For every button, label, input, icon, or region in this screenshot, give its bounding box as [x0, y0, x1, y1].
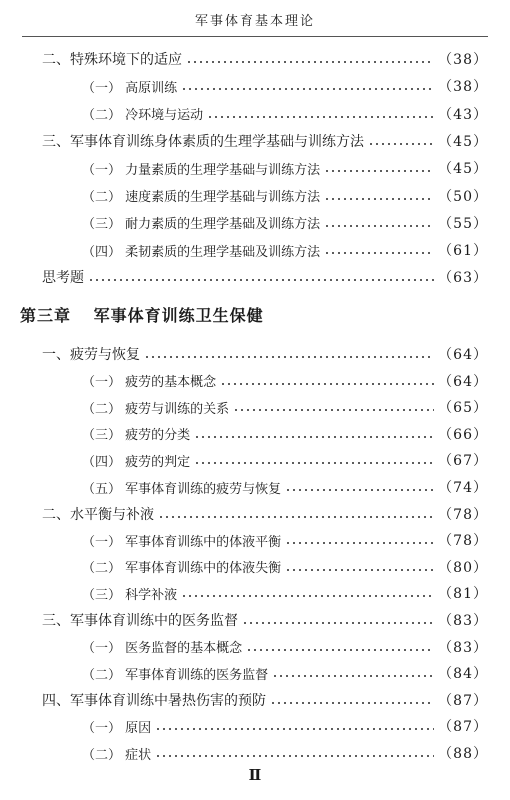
toc-entry [0, 743, 510, 763]
toc-entry [0, 104, 510, 124]
toc-entry [0, 477, 510, 497]
toc-entry [0, 610, 510, 630]
toc-entry-label: （五） 军事体育训练的疲劳与恢复 [82, 481, 282, 497]
toc-entry-label: 四、军事体育训练中暑热伤害的预防 [42, 692, 266, 709]
leader-dots [155, 755, 434, 757]
leader-dots [285, 489, 434, 491]
toc-entry [0, 583, 510, 603]
toc-entry-page: （88） [438, 746, 488, 762]
toc-entry [0, 530, 510, 550]
leader-dots [242, 622, 434, 624]
toc-entry-label: （三） 耐力素质的生理学基础及训练方法 [82, 217, 321, 233]
toc-entry [0, 397, 510, 417]
toc-entry-page: （81） [438, 586, 488, 603]
header-rule [22, 36, 488, 37]
toc-entry [0, 504, 510, 524]
toc-entry [0, 49, 510, 69]
toc-entry [0, 186, 510, 206]
toc-entry-page: （67） [438, 453, 488, 470]
page-number: Ⅱ [248, 766, 262, 784]
toc-entry [0, 267, 510, 287]
toc-entry-page: （84） [438, 666, 488, 683]
leader-dots [285, 569, 434, 571]
toc-entry-page: （50） [438, 188, 488, 205]
leader-dots [186, 61, 434, 63]
chapter-number: 第三章 [20, 306, 72, 325]
toc-entry-page: （61） [438, 243, 488, 260]
toc-entry-page: （78） [438, 533, 488, 550]
leader-dots [144, 356, 434, 358]
toc-entry [0, 637, 510, 657]
leader-dots [368, 143, 434, 145]
toc-entry-label: （二） 军事体育训练的医务监督 [82, 667, 269, 683]
toc-entry-label: （三） 科学补液 [82, 587, 178, 603]
toc-entry-label: 思考题 [42, 270, 84, 287]
leader-dots [181, 595, 434, 597]
toc-entry-label: （二） 症状 [82, 747, 152, 763]
toc-entry-page: （38） [438, 52, 488, 68]
leader-dots [158, 516, 434, 518]
toc-entry-label: （四） 柔韧素质的生理学基础及训练方法 [82, 244, 321, 260]
leader-dots [246, 649, 434, 651]
leader-dots [233, 409, 434, 411]
toc-entry-page: （87） [438, 719, 488, 736]
leader-dots [194, 462, 434, 464]
toc-entry-label: （一） 疲劳的基本概念 [82, 375, 217, 391]
toc-entry-page: （74） [438, 480, 488, 496]
toc-entry-page: （64） [438, 347, 488, 363]
toc-entry-label: 一、疲劳与恢复 [42, 347, 140, 363]
leader-dots [194, 436, 434, 438]
toc-entry-page: （78） [438, 506, 488, 523]
toc-entry-label: （一） 医务监督的基本概念 [82, 641, 243, 657]
toc-entry-page: （83） [438, 613, 488, 629]
leader-dots [272, 675, 434, 677]
leader-dots [324, 170, 434, 172]
toc-entry [0, 344, 510, 364]
toc-entry-label: （二） 疲劳与训练的关系 [82, 401, 230, 417]
leader-dots [270, 702, 434, 704]
leader-dots [285, 542, 434, 544]
toc-entry-label: （一） 力量素质的生理学基础与训练方法 [82, 162, 321, 178]
leader-dots [155, 728, 434, 730]
toc-entry [0, 240, 510, 260]
toc-entry [0, 424, 510, 444]
toc-entry-label: （二） 冷环境与运动 [82, 108, 204, 124]
toc-entry-page: （64） [438, 373, 488, 390]
toc-entry [0, 557, 510, 577]
toc-entry [0, 663, 510, 683]
toc-entry [0, 450, 510, 470]
toc-entry-label: （三） 疲劳的分类 [82, 428, 191, 444]
toc-entry-page: （45） [438, 133, 488, 150]
leader-dots [324, 198, 434, 200]
toc-entry-label: （一） 原因 [82, 720, 152, 736]
chapter-title: 军事体育训练卫生保健 [93, 306, 264, 325]
leader-dots [324, 225, 434, 227]
toc-entry-label: （一） 高原训练 [82, 80, 178, 96]
toc-entry [0, 690, 510, 710]
leader-dots [181, 88, 434, 90]
toc-entry [0, 158, 510, 178]
toc-entry-page: （80） [438, 559, 488, 576]
toc-entry-page: （38） [438, 79, 488, 96]
toc-entry [0, 716, 510, 736]
toc-entry [0, 131, 510, 151]
leader-dots [207, 116, 434, 118]
toc-entry [0, 76, 510, 96]
toc-entry-label: （一） 军事体育训练中的体液平衡 [82, 534, 282, 550]
toc-entry-page: （65） [438, 400, 488, 417]
chapter-heading [20, 303, 264, 326]
toc-entry-page: （66） [438, 426, 488, 443]
toc-entry [0, 213, 510, 233]
running-head: 军事体育基本理论 [194, 14, 315, 29]
toc-entry-page: （55） [438, 215, 488, 232]
toc-entry-label: （四） 疲劳的判定 [82, 454, 191, 470]
toc-entry-label: 二、特殊环境下的适应 [42, 52, 182, 68]
toc-entry-page: （45） [438, 161, 488, 178]
toc-entry [0, 371, 510, 391]
toc-entry-label: （二） 军事体育训练中的体液失衡 [82, 561, 282, 577]
toc-entry-label: 三、军事体育训练身体素质的生理学基础与训练方法 [42, 133, 364, 150]
toc-entry-page: （63） [438, 270, 488, 287]
leader-dots [88, 279, 434, 281]
toc-entry-label: 三、军事体育训练中的医务监督 [42, 613, 238, 629]
leader-dots [324, 252, 434, 254]
leader-dots [220, 383, 434, 385]
toc-entry-label: 二、水平衡与补液 [42, 506, 154, 523]
toc-entry-page: （87） [438, 692, 488, 709]
toc-entry-page: （43） [438, 106, 488, 123]
toc-entry-label: （二） 速度素质的生理学基础与训练方法 [82, 190, 321, 205]
toc-entry-page: （83） [438, 639, 488, 656]
